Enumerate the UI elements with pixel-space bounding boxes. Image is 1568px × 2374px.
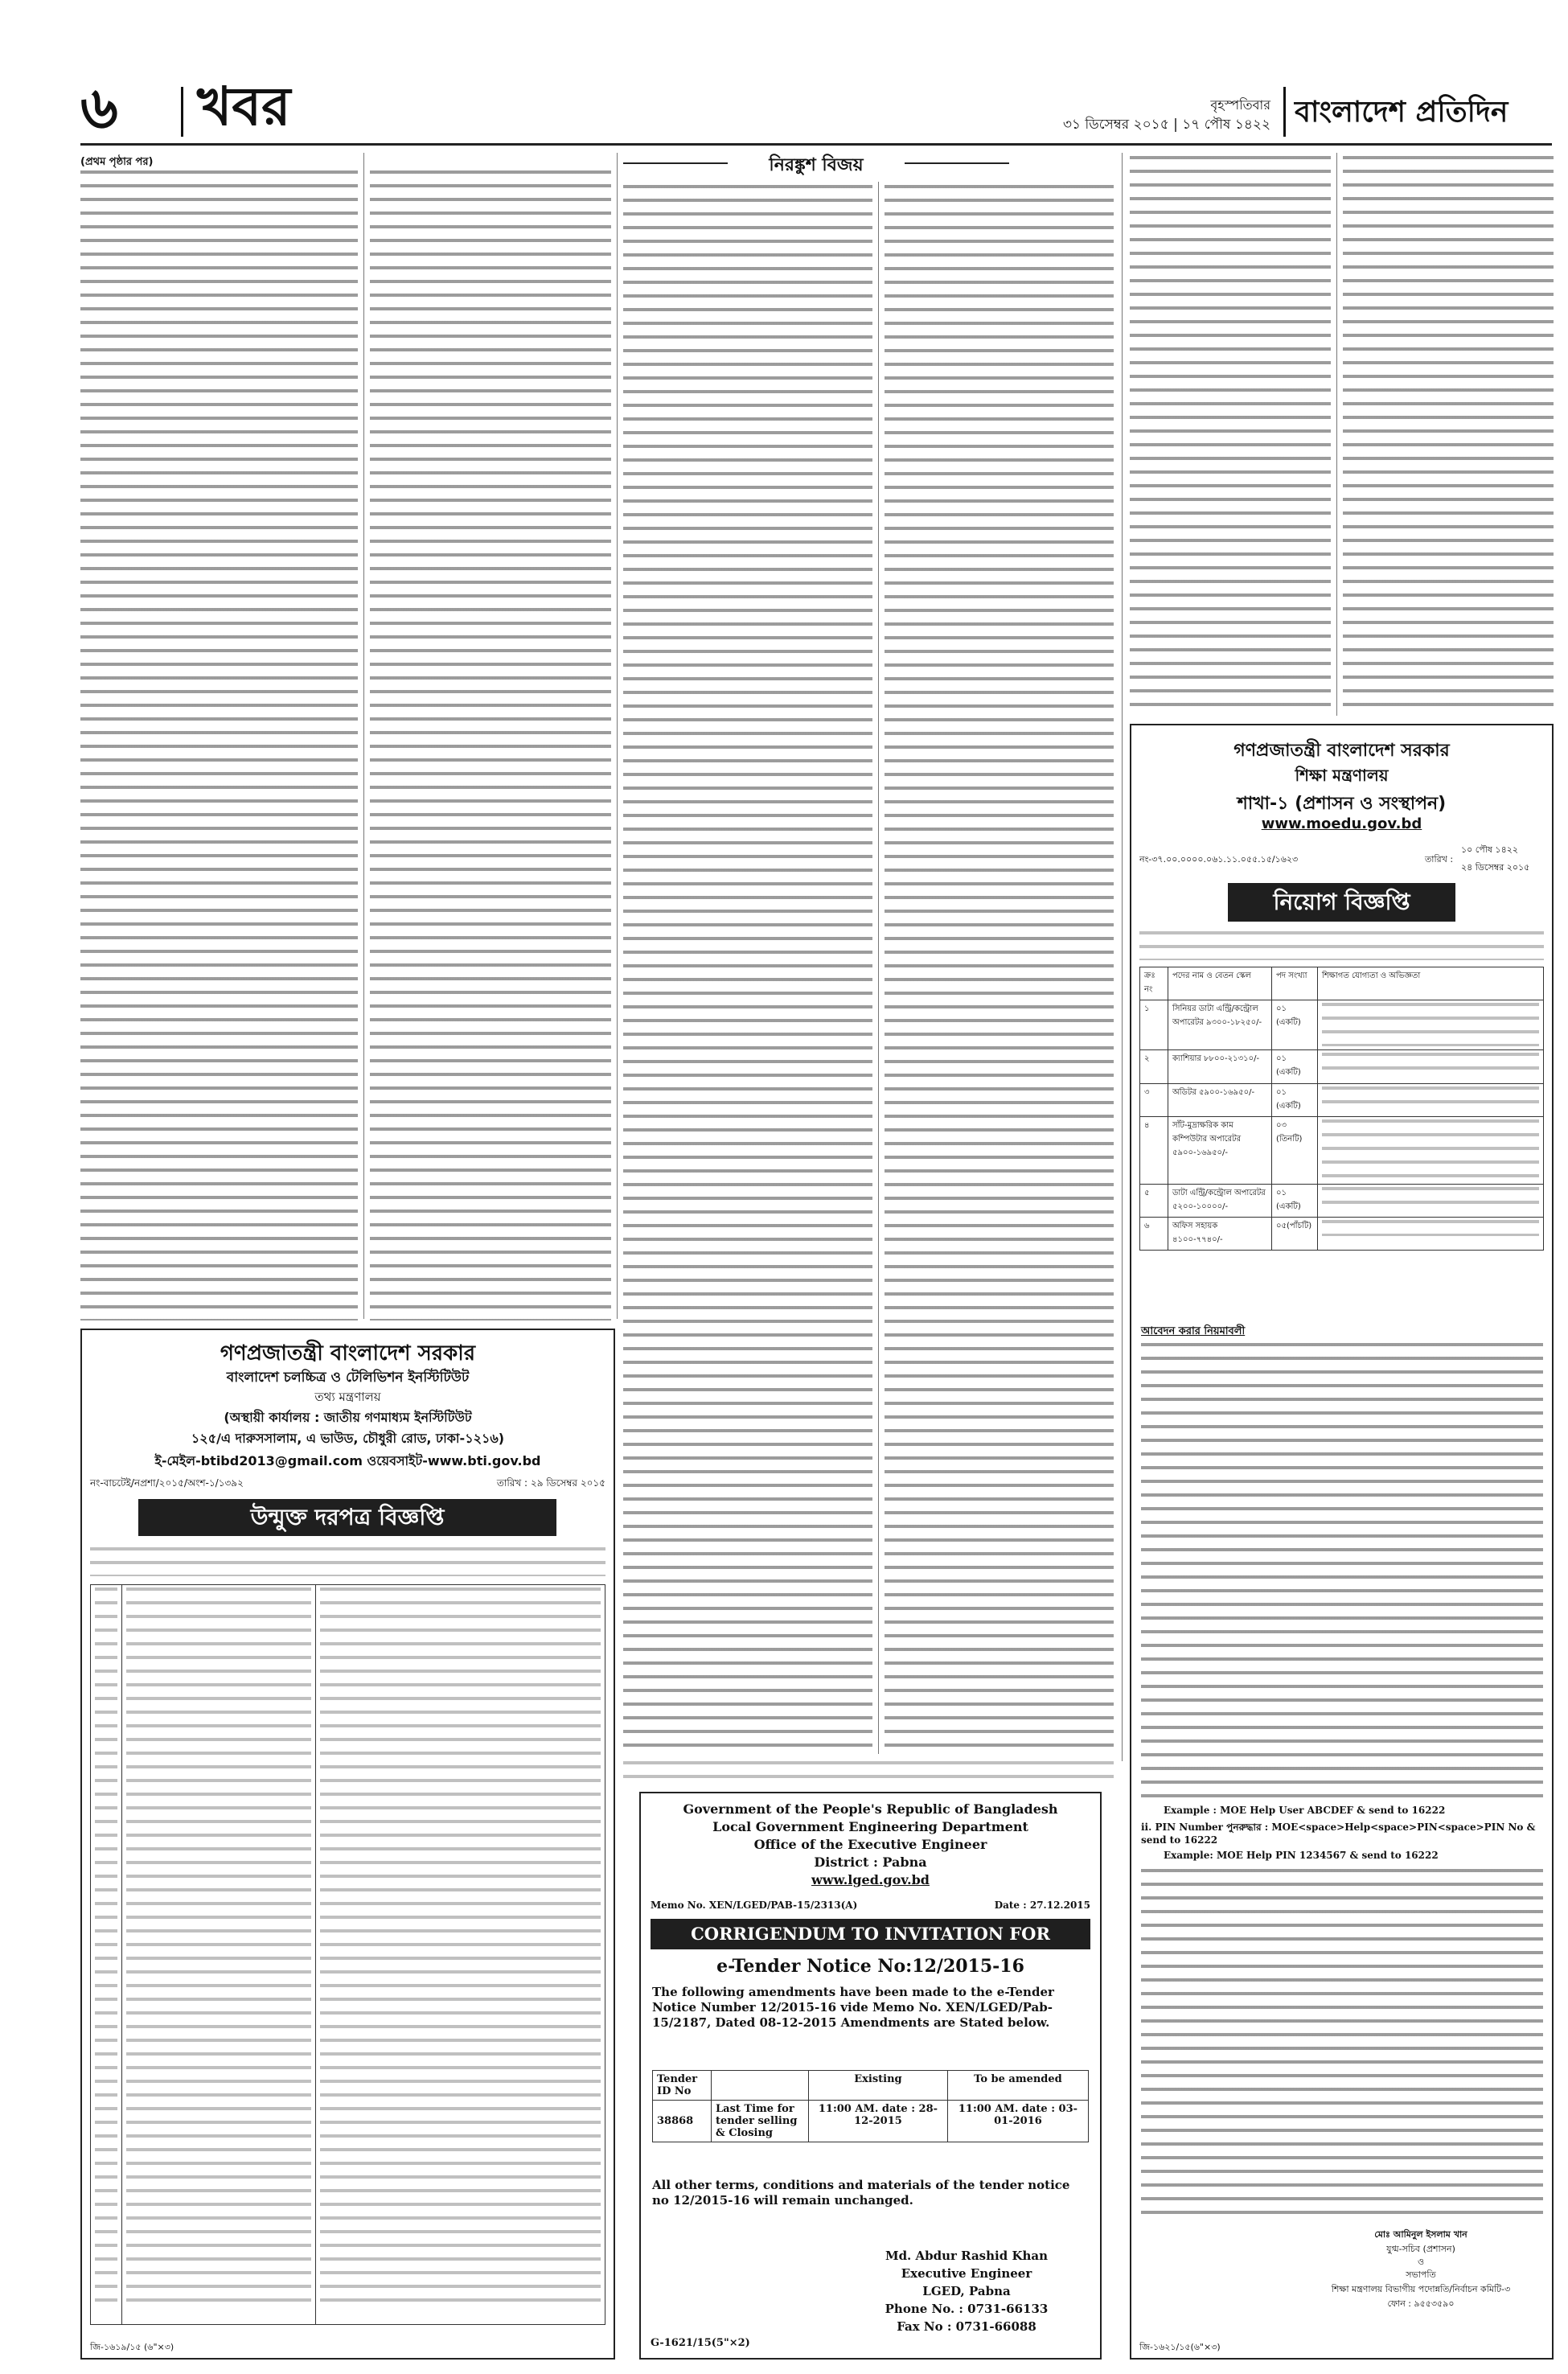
post-count: ০১ (একটি)	[1272, 1185, 1318, 1218]
post-name: অডিটর ৫৯০০-১৬৯৫০/-	[1168, 1084, 1272, 1117]
lged-gov-line: Government of the People's Republic of Bangladesh	[683, 1801, 1058, 1817]
table-header: To be amended	[947, 2071, 1088, 2101]
table-col	[95, 1587, 117, 2311]
table-header: Existing	[809, 2071, 948, 2101]
moe-branch: শাখা-১ (প্রশাসন ও সংস্থাপন)	[1237, 794, 1447, 814]
amended-item: Last Time for tender selling & Closing	[712, 2101, 809, 2142]
lged-phone: Phone No. : 0731-66133	[885, 2302, 1049, 2316]
bti-tender-notice	[80, 1329, 615, 2360]
moe-rules-text	[1141, 1343, 1543, 1801]
qualification-text	[1322, 1220, 1539, 1236]
bti-notice-title: উন্মুক্ত দরপত্র বিজ্ঞপ্তি	[138, 1499, 556, 1536]
article-body-text	[623, 1761, 1114, 1782]
table-header: ক্রঃ নং	[1140, 967, 1168, 1000]
table-header: পদের নাম ও বেতন স্কেল	[1168, 967, 1272, 1000]
moe-date-english: ২৪ ডিসেম্বর ২০১৫	[1461, 862, 1530, 873]
lged-memo: Memo No. XEN/LGED/PAB-15/2313(A)	[651, 1900, 858, 1911]
masthead-divider-right	[1283, 87, 1286, 137]
column-divider	[1336, 153, 1337, 716]
article-body-text	[1343, 156, 1554, 711]
table-row	[1140, 1218, 1544, 1251]
post-count: ০১ (একটি)	[1272, 1050, 1318, 1084]
qualification-text	[1322, 1003, 1539, 1046]
post-name: ডাটা এন্ট্রি/কন্ট্রোল অপারেটর ৫২০০-১০০০০/-	[1168, 1185, 1272, 1218]
moe-sms-example-3: Example: MOE Help PIN 1234567 & send to 16222	[1164, 1850, 1439, 1861]
lged-dept-line: Local Government Engineering Department	[712, 1819, 1028, 1834]
table-row	[1140, 1000, 1544, 1050]
bti-ministry: তথ্য মন্ত্রণালয়	[314, 1390, 381, 1404]
post-name: অফিস সহায়ক ৪১০০-৭৭৪০/-	[1168, 1218, 1272, 1251]
table-row	[1140, 1117, 1544, 1185]
lged-corrigendum-notice	[639, 1792, 1102, 2360]
article-column-4	[885, 180, 1114, 1756]
moe-signatory-name: মোঃ আমিনুল ইসলাম খান	[1374, 2229, 1467, 2240]
issue-day: বৃহস্পতিবার	[1210, 97, 1270, 113]
article-column-3	[623, 180, 872, 1756]
heading-rule-right	[905, 162, 1009, 164]
moe-website[interactable]: www.moedu.gov.bd	[1261, 815, 1422, 832]
lged-closing: All other terms, conditions and materials of the tender notice no 12/2015-16 will remain unchanged.	[652, 2178, 1070, 2208]
post-name: সাঁট-মুদ্রাক্ষরিক কাম কম্পিউটার অপারেটর ৫৯০০-১৬৯৫০/-	[1168, 1117, 1272, 1185]
bti-intro-text	[90, 1547, 605, 1576]
post-number: ৫	[1140, 1185, 1168, 1218]
lged-district-line: District : Pabna	[814, 1854, 927, 1870]
lged-signatory-org: LGED, Pabna	[922, 2284, 1011, 2298]
section-title: খবর	[197, 76, 291, 138]
article-column-2	[370, 151, 611, 1325]
bti-tender-table	[90, 1584, 605, 2325]
qualification-text	[1322, 1119, 1539, 1181]
moe-reference: নং-৩৭.০০.০০০০.০৬১.১১.০৫৫.১৫/১৬২৩	[1139, 854, 1299, 865]
lged-signatory-title: Executive Engineer	[901, 2266, 1032, 2281]
moe-signatory-committee: শিক্ষা মন্ত্রণালয় বিভাগীয় পদোন্নতি/নির্বাচন কমিটি-৩	[1331, 2284, 1511, 2294]
qualification-text	[1322, 1187, 1539, 1213]
article-body-text	[370, 170, 611, 1320]
column-divider	[363, 153, 364, 1319]
tender-id: 38868	[653, 2101, 712, 2142]
lged-date: Date : 27.12.2015	[994, 1900, 1090, 1911]
post-number: ৪	[1140, 1117, 1168, 1185]
post-name: ক্যাশিয়ার ৮৮০০-২১৩১০/-	[1168, 1050, 1272, 1084]
column-divider	[1122, 153, 1123, 1761]
article-title: নিরঙ্কুশ বিজয়	[769, 155, 864, 175]
bti-contact: ই-মেইল-btibd2013@gmail.com ওয়েবসাইট-www.bti.gov.bd	[154, 1453, 541, 1468]
lged-corrigendum-title: CORRIGENDUM TO INVITATION FOR	[651, 1919, 1090, 1949]
article-body-text	[1130, 156, 1331, 711]
table-row	[1140, 1185, 1544, 1218]
moe-sms-example-2: ii. PIN Number পুনরুদ্ধার : MOE<space>Help<space>PIN<space>PIN No & send to 16222	[1141, 1822, 1536, 1846]
post-count: ০৩ (তিনটি)	[1272, 1117, 1318, 1185]
post-count: ০৫(পাঁচটি)	[1272, 1218, 1318, 1251]
lged-amendment-table	[652, 2070, 1089, 2142]
post-name: সিনিয়র ডাটা এন্ট্রি/কন্ট্রোল অপারেটর ৯৩০০-১৮২৫০/-	[1168, 1000, 1272, 1050]
moe-date-bengali: ১০ পৌষ ১৪২২	[1461, 844, 1519, 855]
moe-signatory-role2: সভাপতি	[1406, 2269, 1436, 2280]
heading-rule-left	[623, 162, 728, 164]
lged-fax: Fax No : 0731-66088	[897, 2319, 1036, 2334]
amended-value: 11:00 AM. date : 03-01-2016	[947, 2101, 1088, 2142]
article-body-text	[885, 185, 1114, 1749]
moe-signatory-role: ও	[1417, 2257, 1425, 2267]
table-row	[1140, 1050, 1544, 1084]
table-header: শিক্ষাগত যোগ্যতা ও অভিজ্ঞতা	[1318, 967, 1544, 1000]
lged-website[interactable]: www.lged.gov.bd	[811, 1872, 930, 1887]
page-number: ৬	[80, 74, 118, 142]
table-col	[126, 1587, 311, 2311]
table-header	[712, 2071, 809, 2101]
bti-reference: নং-বাচটেই/নপ্রশা/২০১৫/অংশ-১/১৩৯২	[90, 1477, 244, 1489]
moe-sms-example-1: Example : MOE Help User ABCDEF & send to 16222	[1164, 1805, 1446, 1816]
lged-code: G-1621/15(5"×2)	[651, 2337, 750, 2349]
bti-office: (অস্থায়ী কার্যালয় : জাতীয় গণমাধ্যম ইনস্টিটিউট	[224, 1410, 472, 1425]
moe-gov-title: গণপ্রজাতন্ত্রী বাংলাদেশ সরকার	[1233, 741, 1450, 761]
continuation-label: (প্রথম পৃষ্ঠার পর)	[80, 156, 154, 168]
post-count: ০১ (একটি)	[1272, 1084, 1318, 1117]
table-row	[1140, 1084, 1544, 1117]
masthead-rule	[80, 143, 1552, 146]
lged-body: The following amendments have been made to the e-Tender Notice Number 12/2015-16 vide Memo No. XEN/LGED/Pab-15/2187, Dated 08-12-2015 Amendments are Stated below.	[652, 1985, 1054, 2030]
moe-recruitment-notice	[1130, 724, 1554, 2360]
qualification-text	[1322, 1053, 1539, 1080]
table-header: পদ সংখ্যা	[1272, 967, 1318, 1000]
moe-notice-title: নিয়োগ বিজ্ঞপ্তি	[1228, 883, 1455, 922]
lged-signatory-name: Md. Abdur Rashid Khan	[885, 2249, 1049, 2263]
article-column-1	[80, 151, 358, 1325]
moe-code: জি-১৬২১/১৫(৬"×৩)	[1139, 2342, 1221, 2352]
column-divider	[878, 182, 879, 1754]
bti-date: তারিখ : ২৯ ডিসেম্বর ২০১৫	[496, 1477, 605, 1489]
post-number: ৬	[1140, 1218, 1168, 1251]
moe-intro-text	[1139, 931, 1544, 960]
bti-footer-code: জি-১৬১৯/১৫ (৬"×৩)	[90, 2342, 174, 2352]
moe-signatory-title: যুগ্ম-সচিব (প্রশাসন)	[1386, 2244, 1455, 2254]
moe-ministry: শিক্ষা মন্ত্রণালয়	[1295, 766, 1389, 785]
existing-value: 11:00 AM. date : 28-12-2015	[809, 2101, 948, 2142]
article-body-text	[80, 170, 358, 1320]
table-header: Tender ID No	[653, 2071, 712, 2101]
article-column-bottom	[623, 1761, 1114, 1785]
post-number: ১	[1140, 1000, 1168, 1050]
post-count: ০১ (একটি)	[1272, 1000, 1318, 1050]
article-body-text	[623, 185, 872, 1749]
post-number: ৩	[1140, 1084, 1168, 1117]
qualification-text	[1322, 1086, 1539, 1109]
bti-gov-title: গণপ্রজাতন্ত্রী বাংলাদেশ সরকার	[220, 1341, 476, 1366]
lged-notice-number: e-Tender Notice No:12/2015-16	[716, 1956, 1024, 1977]
moe-rules-text-continued	[1141, 1869, 1543, 2215]
issue-date: ৩১ ডিসেম্বর ২০১৫ | ১৭ পৌষ ১৪২২	[1062, 117, 1270, 133]
article-heading-block	[623, 151, 1009, 180]
column-divider	[617, 153, 618, 1319]
moe-posts-table	[1139, 967, 1544, 1251]
moe-signatory-phone: ফোন : ৯৫৫৩৫৯০	[1387, 2298, 1455, 2309]
masthead	[0, 0, 1568, 153]
lged-office-line: Office of the Executive Engineer	[753, 1837, 987, 1852]
masthead-divider	[181, 87, 183, 137]
table-col	[320, 1587, 601, 2311]
article-column-5	[1130, 153, 1331, 716]
bti-institute-name: বাংলাদেশ চলচ্চিত্র ও টেলিভিশন ইনস্টিটিউট	[226, 1370, 470, 1386]
newspaper-logo: বাংলাদেশ প্রতিদিন	[1295, 96, 1508, 129]
article-column-6	[1343, 153, 1554, 716]
table-row	[653, 2101, 1089, 2142]
bti-address: ১২৫/এ দারুসসালাম, এ ভাউড, চৌধুরী রোড, ঢাকা-১২১৬)	[191, 1431, 505, 1446]
moe-date-label: তারিখ :	[1425, 854, 1454, 865]
post-number: ২	[1140, 1050, 1168, 1084]
moe-rules-heading: আবেদন করার নিয়মাবলী	[1141, 1325, 1246, 1337]
